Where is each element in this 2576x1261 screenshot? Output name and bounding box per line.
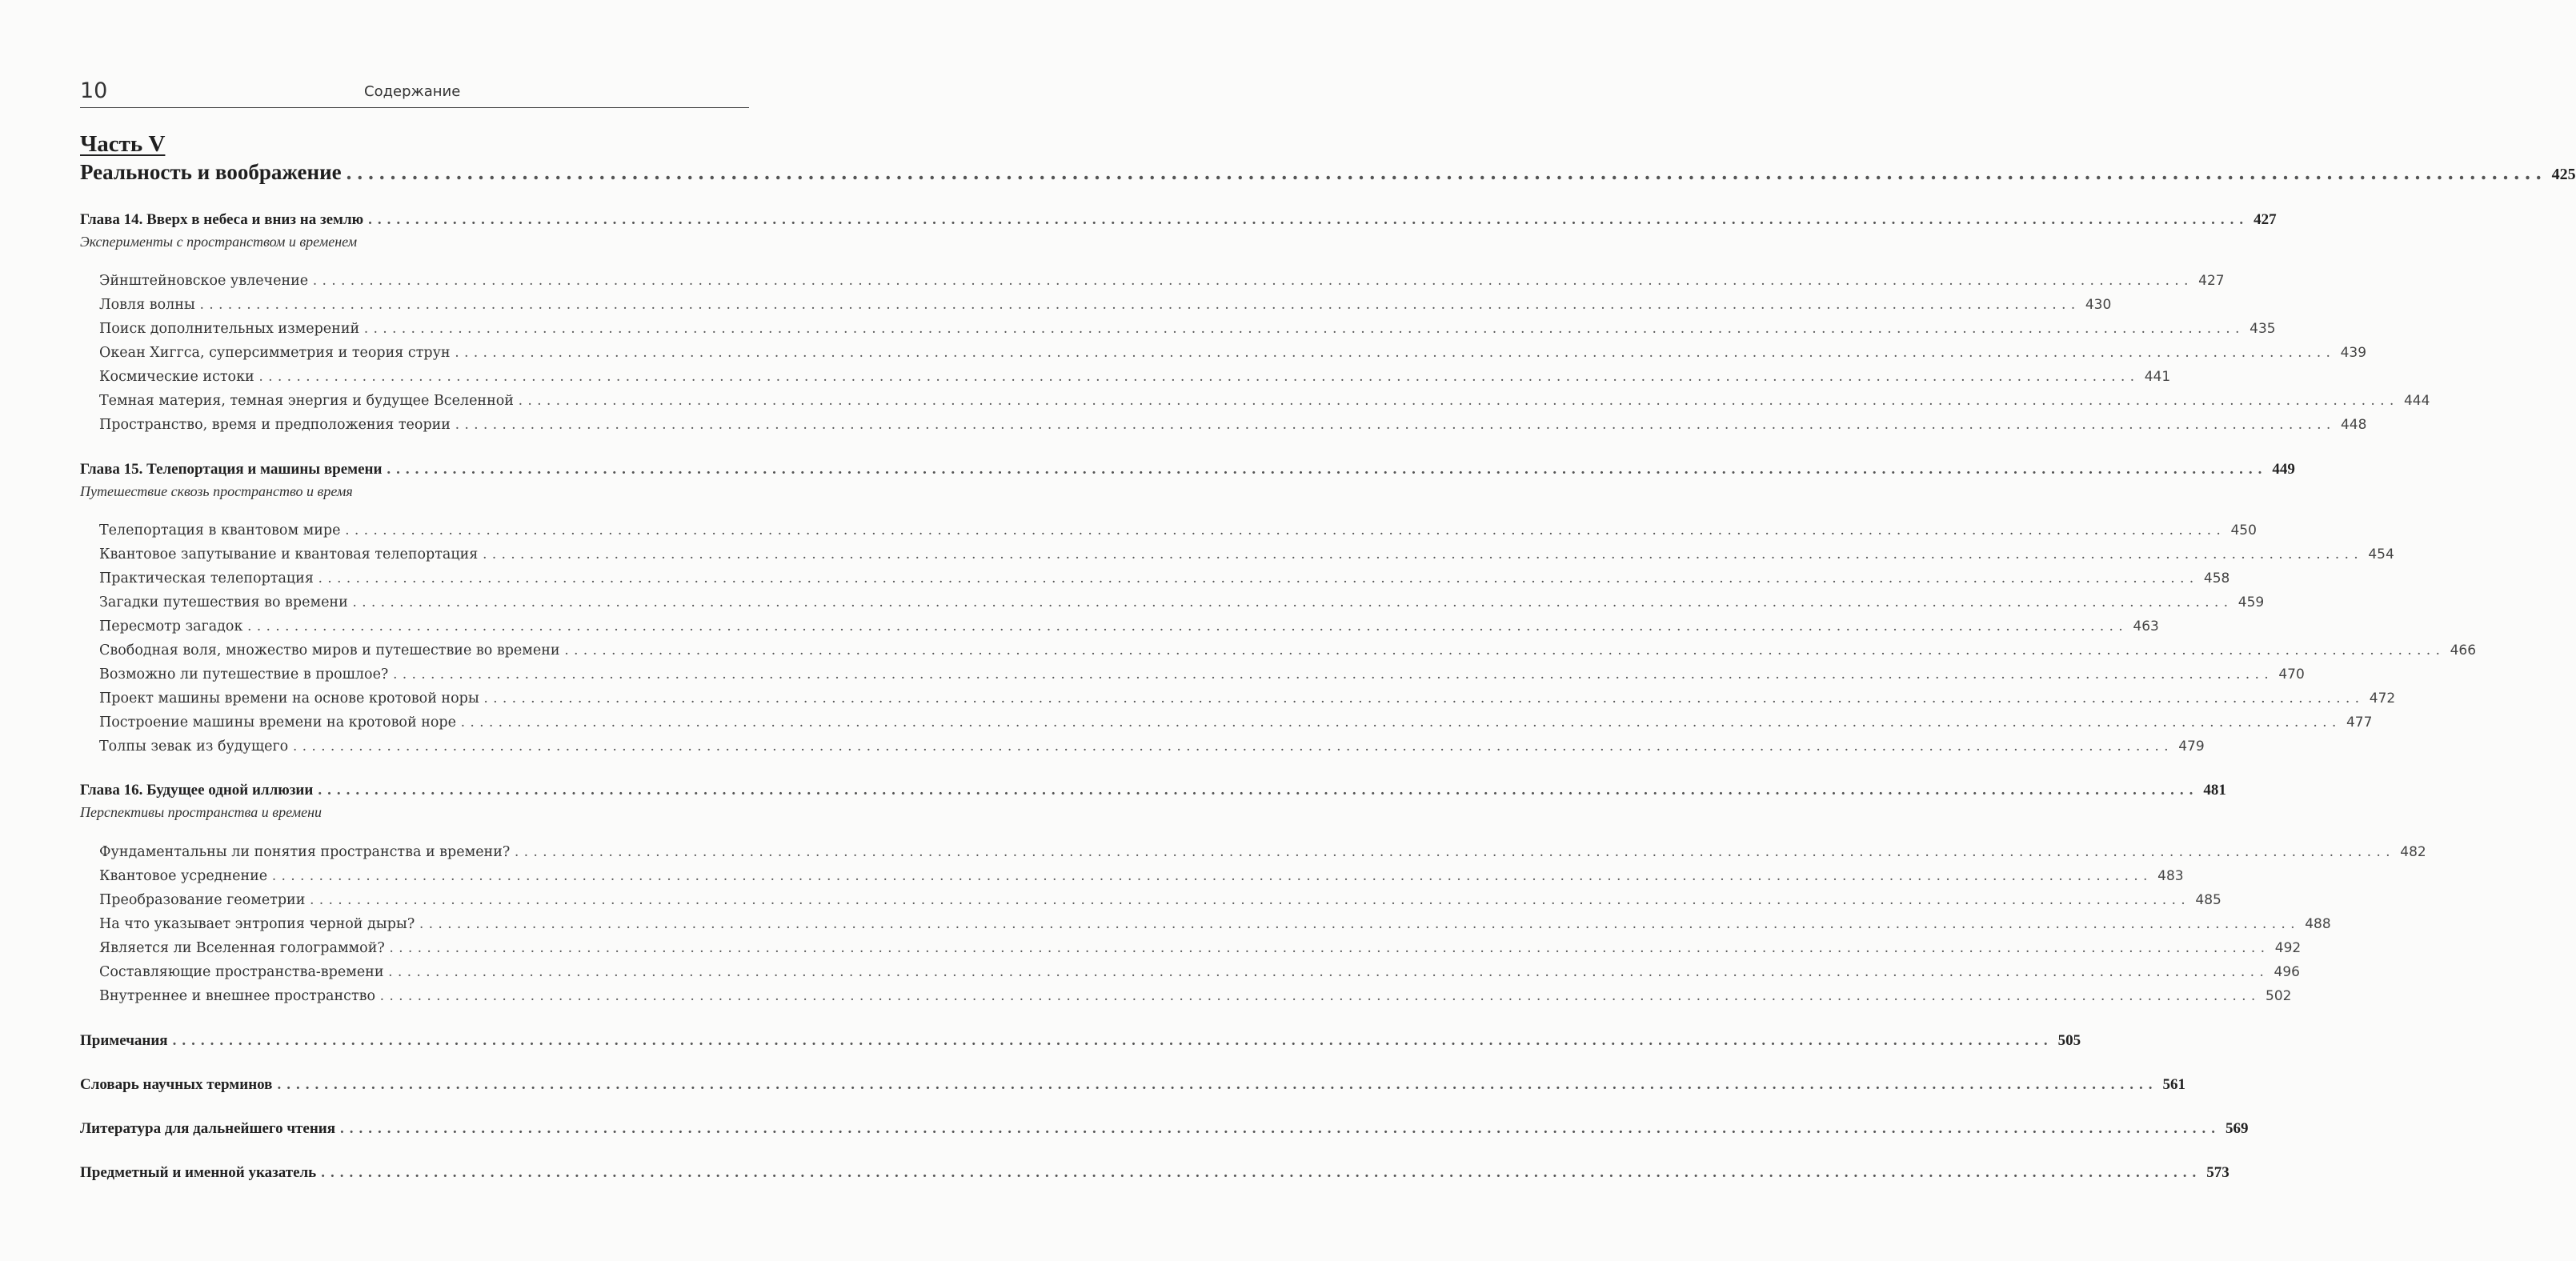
toc-entry-notes[interactable]: [80, 1032, 2081, 1050]
dot-leader: ........................................................................................................................................................................................................: [277, 1076, 2158, 1093]
toc-entry-section[interactable]: [99, 690, 2396, 707]
chapter-title: Глава 14. Вверх в небеса и вниз на землю: [80, 211, 364, 228]
dot-leader: ........................................................................................................................................................................................................: [388, 963, 2270, 980]
section-page: 439: [2340, 345, 2367, 361]
section-title: Ловля волны: [99, 297, 195, 313]
section-title: Преобразование геометрии: [99, 892, 306, 908]
toc-entry-chapter[interactable]: [80, 461, 2295, 478]
section-page: 482: [2400, 844, 2426, 860]
section-page: 488: [2305, 916, 2331, 932]
page-number: 10: [80, 78, 108, 103]
dot-leader: ........................................................................................................................................................................................................: [380, 987, 2262, 1004]
toc-entry-section[interactable]: [99, 666, 2305, 683]
dot-leader: ........................................................................................................................................................................................................: [313, 272, 2194, 289]
section-title: Пересмотр загадок: [99, 618, 243, 635]
section-page: 483: [2157, 868, 2184, 884]
section-title: Пространство, время и предположения теории: [99, 417, 451, 433]
section-page: 444: [2403, 393, 2430, 409]
section-page: 441: [2144, 369, 2171, 385]
toc-entry-chapter[interactable]: [80, 782, 2226, 799]
dot-leader: ........................................................................................................................................................................................................: [318, 570, 2199, 586]
dot-leader: ........................................................................................................................................................................................................: [352, 594, 2233, 610]
dot-leader: ........................................................................................................................................................................................................: [293, 738, 2174, 755]
toc-entry-section[interactable]: [99, 642, 2477, 659]
running-header: [80, 78, 749, 108]
chapter-page: 449: [2272, 461, 2295, 478]
toc-entry-section[interactable]: [99, 891, 2221, 909]
section-page: 463: [2133, 618, 2159, 635]
dot-leader: ........................................................................................................................................................................................................: [364, 320, 2245, 337]
section-page: 448: [2340, 417, 2367, 433]
section-title: Свободная воля, множество миров и путешествие во времени: [99, 643, 560, 659]
section-page: 477: [2346, 715, 2373, 731]
toc-entry-section[interactable]: [99, 570, 2230, 587]
section-title: На что указывает энтропия черной дыры?: [99, 916, 415, 932]
toc-entry-section[interactable]: [99, 368, 2171, 386]
section-title: Является ли Вселенная голограммой?: [99, 940, 385, 956]
toc-entry-section[interactable]: [99, 272, 2225, 290]
toc-entry-section[interactable]: [99, 522, 2257, 539]
section-page: 472: [2369, 691, 2396, 707]
dot-leader: ........................................................................................................................................................................................................: [199, 296, 2081, 313]
section-page: 470: [2278, 667, 2305, 683]
chapter-page: 481: [2203, 782, 2226, 799]
dot-leader: ........................................................................................................................................................................................................: [419, 915, 2301, 932]
toc-entry-index[interactable]: [80, 1164, 2229, 1182]
toc-entry-section[interactable]: [99, 618, 2159, 635]
toc-entry-section[interactable]: [99, 392, 2430, 410]
back-matter-page: 505: [2057, 1032, 2081, 1049]
section-title: Океан Хиггса, суперсимметрия и теория струн: [99, 345, 451, 361]
toc-entry-further-reading[interactable]: [80, 1120, 2249, 1138]
toc-entry-section[interactable]: [99, 843, 2426, 861]
dot-leader: ........................................................................................................................................................................................................: [387, 461, 2268, 478]
section-page: 435: [2249, 321, 2276, 337]
section-title: Практическая телепортация: [99, 570, 314, 586]
dot-leader: ........................................................................................................................................................................................................: [346, 160, 2547, 184]
toc-entry-section[interactable]: [99, 915, 2331, 933]
section-title: Темная материя, темная энергия и будущее Вселенной: [99, 393, 514, 409]
toc-entry-section[interactable]: [99, 320, 2276, 338]
section-title: Телепортация в квантовом мире: [99, 522, 341, 538]
section-page: 466: [2450, 643, 2477, 659]
toc-entry-section[interactable]: [99, 867, 2184, 885]
back-matter-title: Примечания: [80, 1032, 168, 1049]
section-page: 430: [2085, 297, 2112, 313]
dot-leader: ........................................................................................................................................................................................................: [518, 392, 2399, 409]
toc-entry-part[interactable]: [80, 160, 2576, 185]
dot-leader: ........................................................................................................................................................................................................: [483, 546, 2364, 562]
back-matter-page: 569: [2225, 1120, 2249, 1137]
part-title: Реальность и воображение: [80, 160, 342, 184]
section-title: Внутреннее и внешнее пространство: [99, 988, 376, 1004]
toc-entry-section[interactable]: [99, 714, 2373, 731]
dot-leader: ........................................................................................................................................................................................................: [455, 416, 2336, 433]
toc-entry-section[interactable]: [99, 963, 2300, 981]
section-title: Загадки путешествия во времени: [99, 594, 348, 610]
section-title: Фундаментальны ли понятия пространства и времени?: [99, 844, 511, 860]
toc-entry-chapter[interactable]: [80, 211, 2277, 229]
chapter-subtitle: Эксперименты с пространством и временем: [80, 234, 358, 250]
toc-entry-section[interactable]: [99, 296, 2112, 314]
toc-entry-section[interactable]: [99, 344, 2367, 362]
chapter-title: Глава 16. Будущее одной иллюзии: [80, 782, 314, 799]
dot-leader: ........................................................................................................................................................................................................: [172, 1032, 2053, 1049]
section-title: Квантовое усреднение: [99, 868, 268, 884]
section-title: Толпы зевак из будущего: [99, 739, 289, 755]
section-page: 479: [2178, 739, 2205, 755]
back-matter-page: 561: [2162, 1076, 2185, 1093]
dot-leader: ........................................................................................................................................................................................................: [310, 891, 2191, 908]
dot-leader: ........................................................................................................................................................................................................: [340, 1120, 2221, 1137]
section-title: Эйнштейновское увлечение: [99, 273, 309, 289]
part-page: 425: [2551, 166, 2576, 183]
back-matter-title: Литература для дальнейшего чтения: [80, 1120, 335, 1137]
section-title: Возможно ли путешествие в прошлое?: [99, 667, 389, 683]
dot-leader: ........................................................................................................................................................................................................: [272, 867, 2153, 884]
dot-leader: ........................................................................................................................................................................................................: [321, 1164, 2202, 1181]
dot-leader: ........................................................................................................................................................................................................: [455, 344, 2336, 361]
toc-entry-section[interactable]: [99, 594, 2265, 611]
dot-leader: ........................................................................................................................................................................................................: [564, 642, 2446, 659]
section-page: 454: [2368, 546, 2394, 562]
section-page: 427: [2198, 273, 2225, 289]
section-title: Квантовое запутывание и квантовая телепортация: [99, 546, 479, 562]
section-page: 492: [2274, 940, 2302, 956]
section-page: 459: [2237, 594, 2265, 610]
section-title: Составляющие пространства-времени: [99, 964, 384, 980]
section-page: 502: [2266, 988, 2292, 1004]
toc-entry-section[interactable]: [99, 939, 2302, 957]
section-title: Проект машины времени на основе кротовой норы: [99, 691, 479, 707]
dot-leader: ........................................................................................................................................................................................................: [483, 690, 2365, 707]
dot-leader: ........................................................................................................................................................................................................: [368, 211, 2249, 228]
dot-leader: ........................................................................................................................................................................................................: [515, 843, 2396, 860]
dot-leader: ........................................................................................................................................................................................................: [389, 939, 2270, 956]
chapter-subtitle: Путешествие сквозь пространство и время: [80, 483, 353, 499]
back-matter-page: 573: [2206, 1164, 2229, 1181]
dot-leader: ........................................................................................................................................................................................................: [318, 782, 2199, 799]
section-title: Построение машины времени на кротовой норе: [99, 715, 456, 731]
toc-entry-section[interactable]: [99, 987, 2292, 1005]
toc-entry-glossary[interactable]: [80, 1076, 2185, 1094]
chapter-subtitle: Перспективы пространства и времени: [80, 804, 323, 820]
dot-leader: ........................................................................................................................................................................................................: [247, 618, 2129, 635]
toc-entry-section[interactable]: [99, 546, 2394, 563]
back-matter-title: Словарь научных терминов: [80, 1076, 273, 1093]
running-title: Содержание: [364, 83, 461, 100]
section-title: Поиск дополнительных измерений: [99, 321, 360, 337]
section-page: 458: [2203, 570, 2230, 586]
dot-leader: ........................................................................................................................................................................................................: [460, 714, 2342, 731]
section-title: Космические истоки: [99, 369, 254, 385]
back-matter-title: Предметный и именной указатель: [80, 1164, 317, 1181]
chapter-title: Глава 15. Телепортация и машины времени: [80, 461, 383, 478]
dot-leader: ........................................................................................................................................................................................................: [258, 368, 2140, 385]
toc-entry-section[interactable]: [99, 738, 2205, 755]
dot-leader: ........................................................................................................................................................................................................: [345, 522, 2226, 538]
dot-leader: ........................................................................................................................................................................................................: [393, 666, 2274, 683]
section-page: 496: [2274, 964, 2300, 980]
part-label: Часть V: [80, 131, 166, 157]
section-page: 450: [2230, 522, 2257, 538]
section-page: 485: [2195, 892, 2221, 908]
toc-entry-section[interactable]: [99, 416, 2367, 434]
chapter-page: 427: [2253, 211, 2277, 228]
